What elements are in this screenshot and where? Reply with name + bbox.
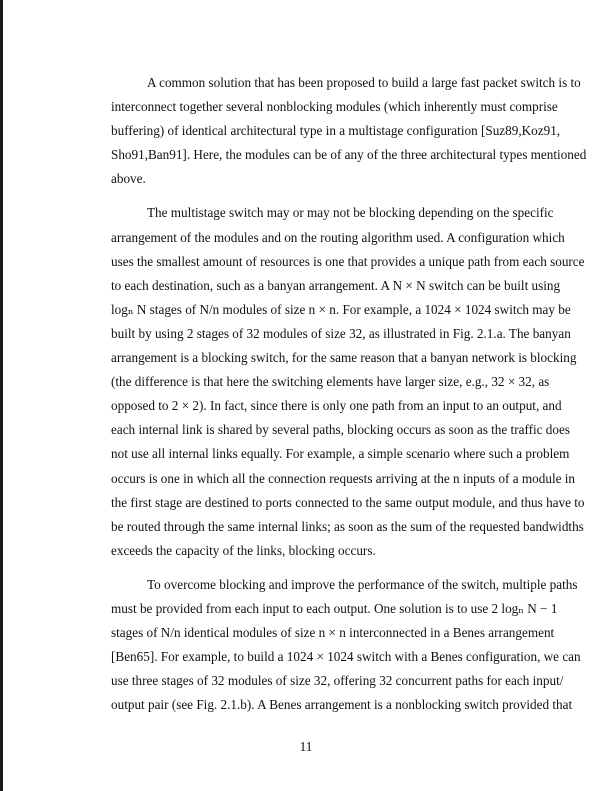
text-line: not use all internal links equally. For example, a simple scenario where such a problem — [111, 446, 570, 462]
text-line: The multistage switch may or may not be blocking depending on the specific — [147, 205, 554, 221]
text-line: to each destination, such as a banyan arrangement. A N × N switch can be built using — [111, 277, 561, 293]
text-line: Sho91,Ban91]. Here, the modules can be of any of the three architectural types mentioned — [111, 147, 587, 163]
paragraph-benes-arrangement — [111, 573, 581, 718]
text-line: opposed to 2 × 2). In fact, since there is only one path from an input to an output, and — [111, 398, 562, 414]
text-line: exceeds the capacity of the links, blocking occurs. — [111, 542, 376, 558]
text-line: occurs is one in which all the connection requests arriving at the n inputs of a module in — [111, 470, 576, 486]
paragraph-banyan-blocking — [111, 201, 585, 562]
text-line: must be provided from each input to each output. One solution is to use 2 logₙ N − 1 — [111, 600, 558, 616]
text-line: stages of N/n identical modules of size n × n interconnected in a Benes arrangement — [111, 625, 555, 641]
text-line: arrangement of the modules and on the routing algorithm used. A configuration which — [111, 229, 565, 245]
text-line: arrangement is a blocking switch, for the same reason that a banyan network is blocking — [111, 350, 577, 366]
text-line: each internal link is shared by several paths, blocking occurs as soon as the traffic does — [111, 422, 570, 438]
text-line: logₙ N stages of N/n modules of size n × n. For example, a 1024 × 1024 switch may be — [111, 301, 571, 317]
text-line: (the difference is that here the switching elements have larger size, e.g., 32 × 32, as — [111, 374, 550, 390]
text-line: To overcome blocking and improve the performance of the switch, multiple paths — [147, 576, 578, 592]
page-number: 11 — [299, 739, 313, 754]
text-line: be routed through the same internal links; as soon as the sum of the requested bandwidths — [111, 518, 584, 534]
text-line: uses the smallest amount of resources is one that provides a unique path from each source — [111, 253, 585, 269]
text-line: [Ben65]. For example, to build a 1024 × 1024 switch with a Benes configuration, we can — [111, 649, 581, 665]
text-line: the first stage are destined to ports connected to the same output module, and thus have to — [111, 494, 585, 510]
text-line: use three stages of 32 modules of size 32, offering 32 concurrent paths for each input/ — [111, 673, 564, 689]
page-body — [111, 71, 587, 717]
text-line: interconnect together several nonblocking modules (which inherently must comprise — [111, 99, 558, 115]
text-line: buffering) of identical architectural type in a multistage configuration [Suz89,Koz91, — [111, 123, 561, 139]
text-line: built by using 2 stages of 32 modules of size 32, as illustrated in Fig. 2.1.a. The banyan — [111, 325, 571, 341]
paragraph-multistage-intro — [111, 71, 587, 191]
page-binding-edge — [0, 0, 3, 791]
text-line: A common solution that has been proposed to build a large fast packet switch is to — [147, 75, 581, 90]
text-line: output pair (see Fig. 2.1.b). A Benes arrangement is a nonblocking switch provided that — [111, 697, 573, 713]
text-line: above. — [111, 171, 146, 187]
